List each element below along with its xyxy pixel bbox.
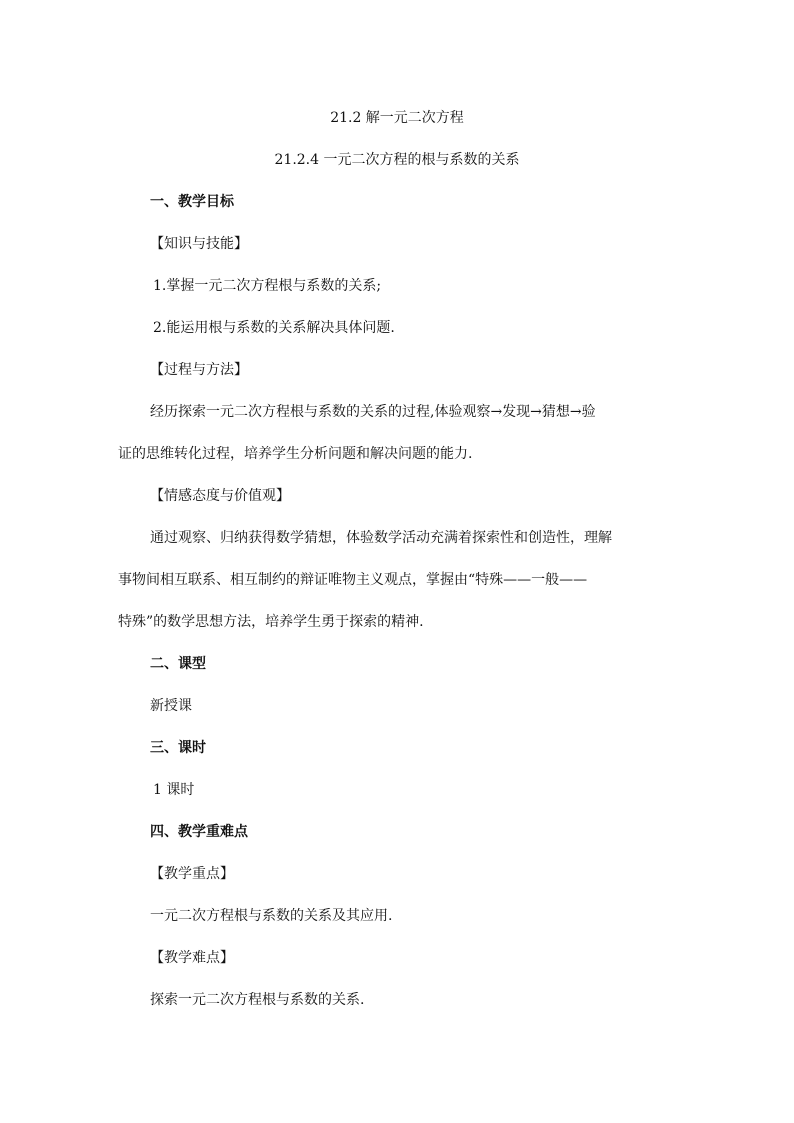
lesson-type-value: 新授课 [150, 698, 192, 714]
objective-item-2: 2.能运用根与系数的关系解决具体问题. [153, 320, 395, 336]
paragraph-attitudes-line-1: 通过观察、归纳获得数学猜想，体验数学活动充满着探索性和创造性，理解 [150, 530, 612, 546]
paragraph-process-line-1: 经历探索一元二次方程根与系数的关系的过程,体验观察→发现→猜想→验 [150, 404, 596, 420]
subheading-teaching-difficulty: 【教学难点】 [150, 950, 234, 966]
section-heading-objectives: 一、教学目标 [150, 194, 234, 210]
document-title: 21.2 解一元二次方程 [330, 110, 464, 126]
section-heading-lesson-type: 二、课型 [150, 656, 206, 672]
subheading-attitudes-values: 【情感态度与价值观】 [150, 488, 290, 504]
class-hours-value: 1 课时 [153, 782, 195, 798]
paragraph-attitudes-line-3: 特殊”的数学思想方法，培养学生勇于探索的精神. [118, 614, 424, 630]
teaching-difficulty-text: 探索一元二次方程根与系数的关系. [150, 992, 365, 1008]
paragraph-attitudes-line-2: 事物间相互联系、相互制约的辩证唯物主义观点，掌握由“特殊——一般—— [118, 572, 588, 588]
section-heading-key-points: 四、教学重难点 [150, 824, 248, 840]
paragraph-process-line-2: 证的思维转化过程，培养学生分析问题和解决问题的能力. [118, 446, 473, 462]
subheading-teaching-focus: 【教学重点】 [150, 866, 234, 882]
section-heading-class-hours: 三、课时 [150, 740, 206, 756]
teaching-focus-text: 一元二次方程根与系数的关系及其应用. [150, 908, 393, 924]
subheading-process-methods: 【过程与方法】 [150, 362, 248, 378]
objective-item-1: 1.掌握一元二次方程根与系数的关系; [153, 278, 382, 294]
document-subtitle: 21.2.4 一元二次方程的根与系数的关系 [274, 152, 520, 168]
subheading-knowledge-skills: 【知识与技能】 [150, 236, 248, 252]
